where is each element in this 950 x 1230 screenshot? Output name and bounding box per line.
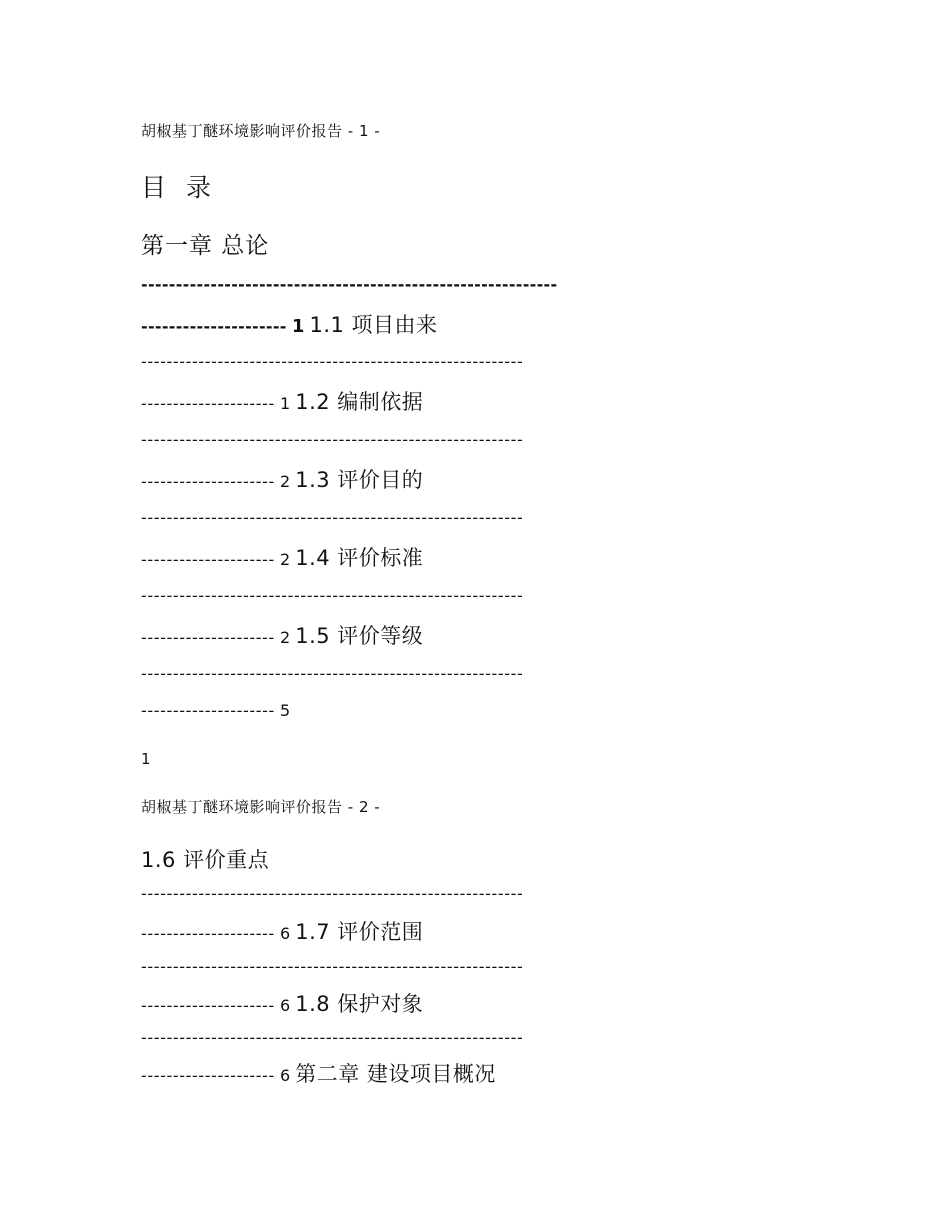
page-header: 胡椒基丁醚环境影响评价报告 - 1 - — [141, 122, 381, 140]
toc-entry[interactable] — [141, 701, 290, 720]
toc-page-number: 1 — [279, 394, 291, 413]
toc-entry-title: 第二章 建设项目概况 — [295, 1062, 496, 1086]
toc-leader: --------------------- — [141, 996, 275, 1015]
toc-section-heading: 1.6 评价重点 — [141, 848, 270, 872]
toc-page-number: 1 — [291, 316, 305, 337]
toc-leader: --------------------- — [141, 394, 275, 413]
toc-leader: ------------------------------------------------------------ — [141, 586, 524, 605]
toc-entry-title: 1.5 评价等级 — [295, 624, 424, 648]
chapter-heading: 第一章 总论 — [141, 233, 270, 259]
toc-entry[interactable] — [141, 916, 423, 946]
toc-entry-title: 1.7 评价范围 — [295, 920, 424, 944]
toc-leader: --------------------- — [141, 317, 287, 336]
toc-page-number: 2 — [279, 628, 291, 647]
toc-title: 目 录 — [141, 173, 217, 202]
toc-page-number: 6 — [279, 1066, 291, 1085]
toc-leader: ------------------------------------------------------------ — [141, 884, 524, 903]
toc-page-number: 6 — [279, 924, 291, 943]
toc-leader: --------------------- — [141, 701, 275, 720]
toc-entry-title: 1.8 保护对象 — [295, 992, 424, 1016]
toc-leader: ------------------------------------------------------------ — [141, 1028, 524, 1047]
toc-page-number: 6 — [279, 996, 291, 1015]
toc-leader: ------------------------------------------------------------ — [141, 275, 558, 294]
toc-leader: ------------------------------------------------------------ — [141, 430, 524, 449]
toc-leader: ------------------------------------------------------------ — [141, 352, 524, 371]
page-footer-number: 1 — [141, 750, 151, 768]
toc-leader: --------------------- — [141, 924, 275, 943]
toc-entry[interactable] — [141, 309, 438, 339]
page-header: 胡椒基丁醚环境影响评价报告 - 2 - — [141, 798, 381, 816]
toc-page-number: 5 — [279, 701, 291, 720]
toc-entry-title: 1.2 编制依据 — [295, 390, 424, 414]
toc-entry-title: 1.4 评价标准 — [295, 546, 424, 570]
toc-page-number: 2 — [279, 472, 291, 491]
toc-leader: --------------------- — [141, 628, 275, 647]
toc-leader: --------------------- — [141, 550, 275, 569]
toc-leader: ------------------------------------------------------------ — [141, 664, 524, 683]
toc-entry[interactable] — [141, 464, 423, 494]
toc-entry-title: 1.3 评价目的 — [295, 468, 424, 492]
toc-entry[interactable] — [141, 620, 423, 650]
toc-entry[interactable] — [141, 386, 423, 416]
toc-page-number: 2 — [279, 550, 291, 569]
toc-entry[interactable] — [141, 988, 423, 1018]
toc-entry[interactable] — [141, 542, 423, 572]
toc-leader: --------------------- — [141, 472, 275, 491]
toc-leader: --------------------- — [141, 1066, 275, 1085]
toc-entry-title: 1.1 项目由来 — [309, 313, 438, 337]
toc-leader: ------------------------------------------------------------ — [141, 508, 524, 527]
toc-entry[interactable] — [141, 1058, 496, 1088]
toc-leader: ------------------------------------------------------------ — [141, 957, 524, 976]
